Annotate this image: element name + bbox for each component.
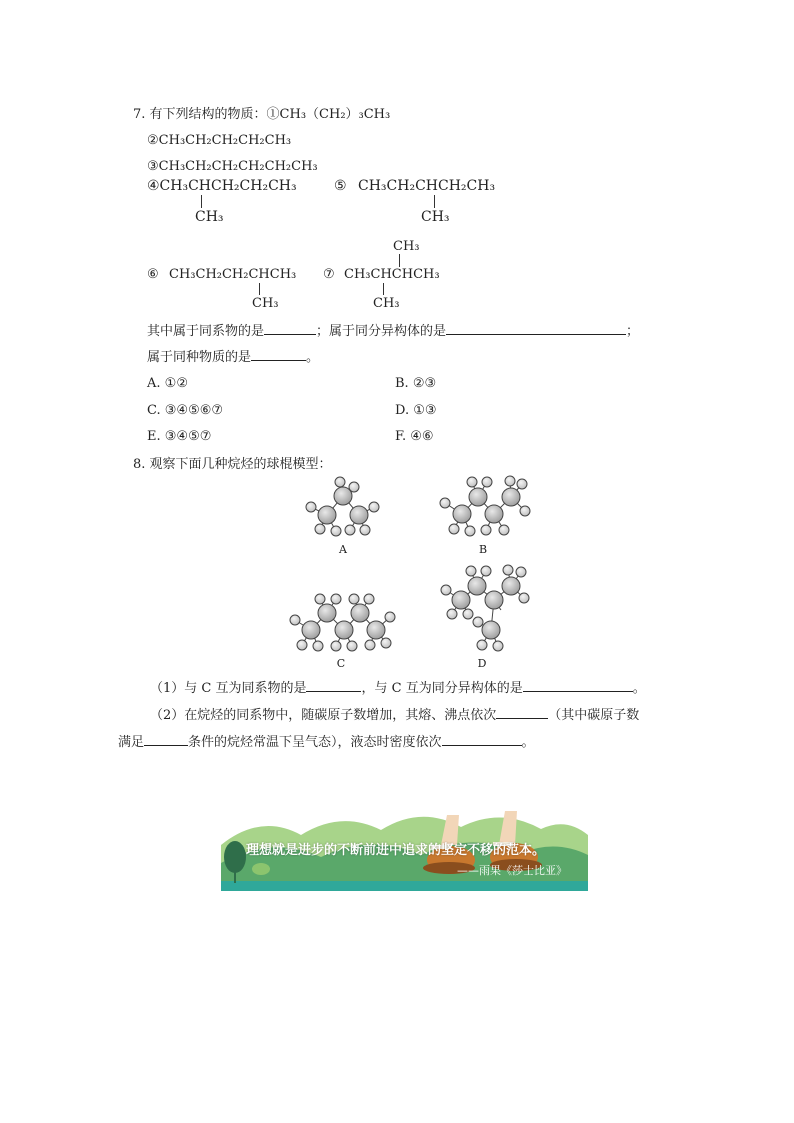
option-text: ③④⑤⑦ xyxy=(164,429,212,444)
q7-compound-5-branch: CH₃ xyxy=(421,209,450,225)
q7-compound-6-num: ⑥ xyxy=(147,267,159,282)
answer-blank-carbon-count[interactable] xyxy=(144,733,188,746)
q7-compound-5-main: CH₃CH₂CHCH₂CH₃ xyxy=(358,178,496,194)
option-text: ③④⑤⑥⑦ xyxy=(164,403,224,418)
q8-intro: 8. 观察下面几种烷烃的球棍模型： xyxy=(133,457,332,472)
option-label: C. xyxy=(147,403,161,418)
q8-part2-line2 xyxy=(118,733,535,751)
q8-part2-line1 xyxy=(150,706,639,724)
q7-compound-3: ③CH₃CH₂CH₂CH₂CH₂CH₃ xyxy=(147,159,318,174)
option-label: E. xyxy=(147,429,161,444)
q7-compound-4-main: ④CH₃CHCH₂CH₂CH₃ xyxy=(147,178,297,194)
q8-part2-text-b: （其中碳原子数 xyxy=(548,708,640,723)
option-label: A. xyxy=(147,376,161,391)
q8-part1-text-b: ，与 C 互为同分异构体的是 xyxy=(361,681,523,696)
option-label: B. xyxy=(395,376,409,391)
model-b-drawing xyxy=(440,476,530,536)
answer-blank-density-trend[interactable] xyxy=(442,733,522,746)
q8-part2-text-c: 满足 xyxy=(118,735,145,750)
model-d-label: D xyxy=(477,657,487,670)
model-a-label: A xyxy=(339,543,347,556)
answer-blank-homolog-of-c[interactable] xyxy=(306,679,361,692)
q7-question-homologs: 其中属于同系物的是 xyxy=(147,324,265,339)
q8-part1-text-a: （1）与 C 互为同系物的是 xyxy=(150,681,307,696)
model-c-drawing xyxy=(290,594,395,651)
quote-banner xyxy=(221,805,588,891)
q8-part2-text-e: 。 xyxy=(521,735,535,750)
banner-quote: 理想就是进步的不断前进中追求的坚定不移的范本。 xyxy=(246,843,546,858)
q7-compound-4-branch: CH₃ xyxy=(195,209,224,225)
model-a-drawing xyxy=(306,477,379,536)
q7-question-semicolon: ； xyxy=(626,324,640,339)
model-b-label: B xyxy=(478,543,488,556)
answer-blank-isomer-of-c[interactable] xyxy=(523,679,633,692)
q7-question-isomers: ；属于同分异构体的是 xyxy=(316,324,447,339)
model-d-drawing xyxy=(441,565,529,651)
q8-part2-text-a: （2）在烷烃的同系物中，随碳原子数增加，其熔、沸点依次 xyxy=(150,708,497,723)
q8-part1 xyxy=(150,679,646,697)
q7-compound-5-num: ⑤ xyxy=(334,178,347,194)
option-text: ④⑥ xyxy=(410,429,434,444)
q8-part1-text-c: 。 xyxy=(632,681,646,696)
q7-question-same: 属于同种物质的是 xyxy=(147,350,252,365)
q8-part2-text-d: 条件的烷烃常温下呈气态），液态时密度依次 xyxy=(188,735,442,750)
option-label: D. xyxy=(395,403,410,418)
q7-compound-7-branch-top: CH₃ xyxy=(393,239,420,254)
answer-blank-boiling-trend[interactable] xyxy=(496,706,548,719)
q7-compound-7-branch-bottom: CH₃ xyxy=(373,296,400,311)
q7-compound-7-num: ⑦ xyxy=(323,267,335,282)
option-text: ①③ xyxy=(413,403,437,418)
option-text: ①② xyxy=(164,376,188,391)
q7-question-period: 。 xyxy=(306,350,320,365)
banner-author: ——雨果《莎士比亚》 xyxy=(457,864,567,877)
q7-compound-2: ②CH₃CH₂CH₂CH₂CH₃ xyxy=(147,133,292,148)
q7-compound-6-main: CH₃CH₂CH₂CHCH₃ xyxy=(169,267,297,282)
q7-intro: 7. 有下列结构的物质：①CH₃（CH₂）₃CH₃ xyxy=(133,107,391,122)
model-c-label: C xyxy=(336,657,346,670)
option-text: ②③ xyxy=(412,376,437,391)
q7-compound-7-main: CH₃CHCHCH₃ xyxy=(344,267,440,282)
option-label: F. xyxy=(395,429,407,444)
q7-compound-6-branch: CH₃ xyxy=(252,296,279,311)
